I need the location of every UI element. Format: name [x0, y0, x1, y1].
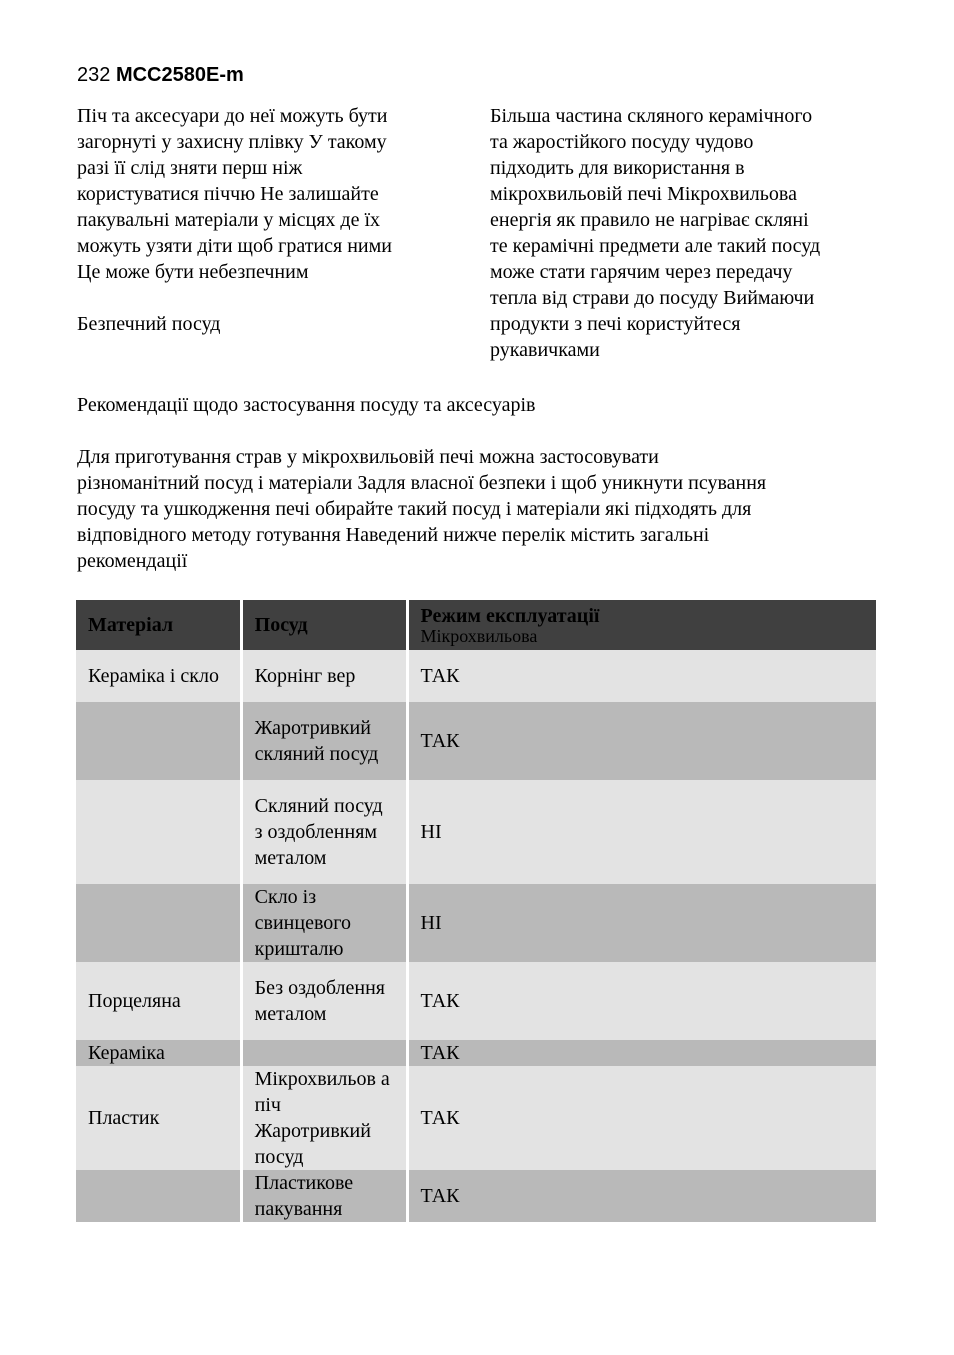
table-row	[76, 1040, 876, 1066]
table-row	[76, 780, 876, 884]
recommendations-heading: Рекомендації щодо застосування посуду та аксесуарів	[77, 394, 536, 416]
right-column	[490, 103, 890, 363]
page-number: 232	[77, 64, 111, 86]
header-mode-label: Режим експлуатації	[420, 605, 600, 627]
cell-cookware: Без оздоблення металом	[243, 962, 409, 1040]
intro-paragraph: Для приготування страв у мікрохвильовій печі можна застосовувати різноманітний посуд і матеріали Задля власної безпеки і щоб уникнути псування посуду та ушкодження печі обирайте такий посуд і матеріали які підходять для відповідного методу готування Наведений нижче перелік містить загальні рекомендації	[77, 446, 767, 572]
cell-material	[76, 780, 243, 884]
cell-value: НІ	[409, 780, 877, 884]
cell-value: НІ	[409, 884, 877, 962]
cell-cookware: Мікрохвильов а піч Жаротривкий посуд	[243, 1066, 409, 1170]
packaging-warning-paragraph: Піч та аксесуари до неї можуть бути загорнуті у захисну плівку У такому разі її слід зняти перш ніж користуватися піччю Не залишайте пакувальні матеріали у місцях де їх можуть узяти діти щоб гратися ними Це може бути небезпечним	[77, 105, 392, 283]
header-cookware: Посуд	[243, 600, 409, 650]
table-row	[76, 650, 876, 702]
cell-cookware: Корнінг вер	[243, 650, 409, 702]
page-header	[77, 64, 244, 87]
cell-cookware: Скляний посуд з оздобленням металом	[243, 780, 409, 884]
cell-cookware: Скло із свинцевого кришталю	[243, 884, 409, 962]
table-row	[76, 884, 876, 962]
cell-value: ТАК	[409, 1040, 877, 1066]
cell-value: ТАК	[409, 1066, 877, 1170]
cell-value: ТАК	[409, 702, 877, 780]
glassware-paragraph: Більша частина скляного керамічного та жаростійкого посуду чудово підходить для використання в мікрохвильовій печі Мікрохвильова енергія як правило не нагріває скляні те керамічні предмети але такий посуд може стати гарячим через передачу тепла від страви до посуду Виймаючи продукти з печі користуйтеся рукавичками	[490, 105, 821, 361]
cell-value: ТАК	[409, 962, 877, 1040]
table-header-row	[76, 600, 876, 650]
cell-material: Кераміка і скло	[76, 650, 243, 702]
cell-material	[76, 1170, 243, 1222]
cell-cookware: Пластикове пакування	[243, 1170, 409, 1222]
cookware-compatibility-table	[76, 600, 876, 1222]
model-name: MCC2580E-m	[115, 64, 244, 86]
cell-material	[76, 702, 243, 780]
header-material: Матеріал	[76, 600, 243, 650]
cell-material	[76, 884, 243, 962]
table-row	[76, 1170, 876, 1222]
header-mode-sub: Мікрохвильова	[420, 626, 538, 646]
left-column	[77, 103, 457, 337]
header-mode	[409, 600, 877, 650]
cell-value: ТАК	[409, 1170, 877, 1222]
cell-value: ТАК	[409, 650, 877, 702]
table-row	[76, 702, 876, 780]
cell-material: Пластик	[76, 1066, 243, 1170]
table-row	[76, 962, 876, 1040]
cell-cookware	[243, 1040, 409, 1066]
cell-material: Кераміка	[76, 1040, 243, 1066]
table-row	[76, 1066, 876, 1170]
safe-cookware-heading: Безпечний посуд	[77, 313, 221, 335]
cell-material: Порцеляна	[76, 962, 243, 1040]
cell-cookware: Жаротривкий скляний посуд	[243, 702, 409, 780]
